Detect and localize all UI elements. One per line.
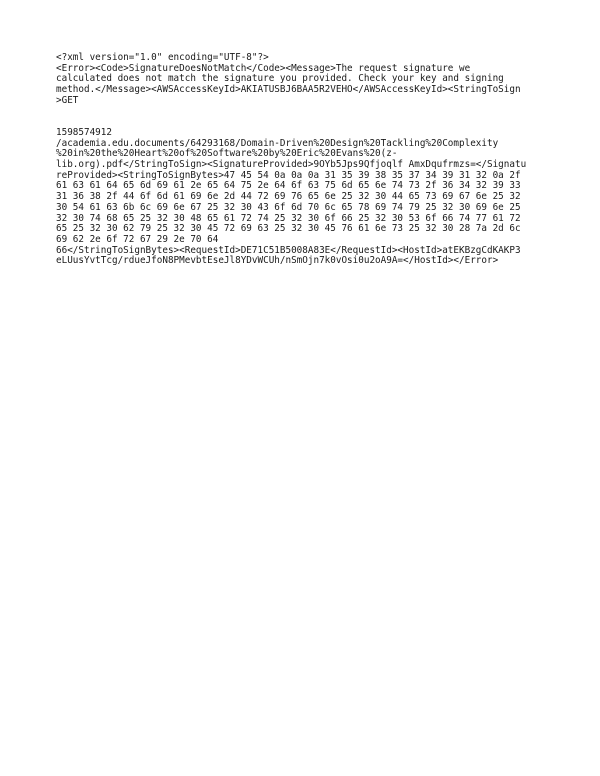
text-line: 65 25 32 30 62 79 25 32 30 45 72 69 63 25 32 30 45 76 61 6e 73 25 32 30 28 7a 2d 6c: [56, 223, 521, 235]
text-line: calculated does not match the signature you provided. Check your key and signing: [56, 73, 504, 85]
text-line: 32 30 74 68 65 25 32 30 48 65 61 72 74 25 32 30 6f 66 25 32 30 53 6f 66 74 77 61 72: [56, 212, 521, 224]
text-line: method.</Message><AWSAccessKeyId>AKIATUSBJ6BAA5R2VEHO</AWSAccessKeyId><StringToSign: [56, 84, 521, 96]
text-line: <Error><Code>SignatureDoesNotMatch</Code><Message>The request signature we: [56, 62, 471, 74]
text-line: <?xml version="1.0" encoding="UTF-8"?>: [56, 52, 269, 63]
text-line: 66</StringToSignBytes><RequestId>DE71C51B5008A83E</RequestId><HostId>atEKBzgCdKAKP3: [56, 244, 521, 256]
text-line: 1598574912: [56, 126, 112, 138]
text-line: >GET: [56, 94, 79, 106]
xml-error-text: [56, 53, 556, 267]
text-line: lib.org).pdf</StringToSign><SignatureProvided>9OYb5Jps9Qfjoqlf AmxDqufrmzs=</Signatu: [56, 159, 527, 171]
text-line: eLUusYvtTcg/rdueJfoN8PMevbtEseJl8YDvWCUh/nSmOjn7k0vOsi0u2oA9A=</HostId></Error>: [56, 255, 499, 267]
text-line: /academia.edu.documents/64293168/Domain-Driven%20Design%20Tackling%20Complexity: [56, 137, 499, 149]
text-line: 69 62 2e 6f 72 67 29 2e 70 64: [56, 233, 219, 245]
text-line: 61 63 61 64 65 6d 69 61 2e 65 64 75 2e 64 6f 63 75 6d 65 6e 74 73 2f 36 34 32 39 33: [56, 180, 521, 192]
text-line: %20in%20the%20Heart%20of%20Software%20by%20Eric%20Evans%20(z-: [56, 148, 398, 160]
text-line: 30 54 61 63 6b 6c 69 6e 67 25 32 30 43 6f 6d 70 6c 65 78 69 74 79 25 32 30 69 6e 25: [56, 201, 521, 213]
text-line: 31 36 38 2f 44 6f 6d 61 69 6e 2d 44 72 69 76 65 6e 25 32 30 44 65 73 69 67 6e 25 32: [56, 191, 521, 203]
text-line: reProvided><StringToSignBytes>47 45 54 0a 0a 0a 31 35 39 38 35 37 34 39 31 32 0a 2f: [56, 169, 521, 181]
